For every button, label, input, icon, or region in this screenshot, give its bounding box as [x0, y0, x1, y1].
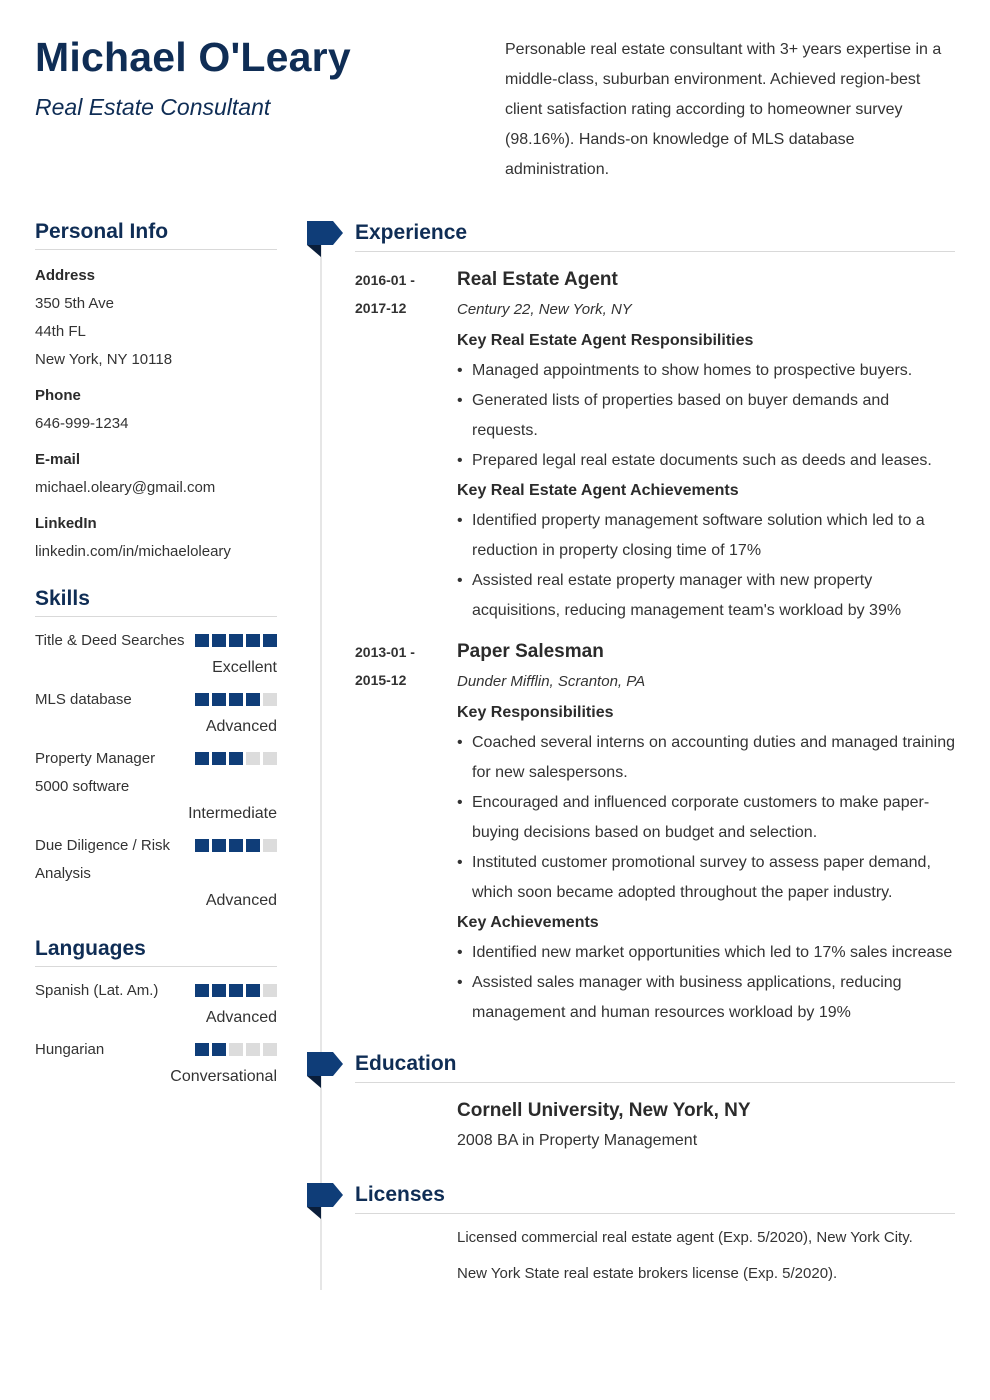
rating-square-filled — [212, 1043, 226, 1056]
personal-info-heading: Personal Info — [35, 220, 277, 250]
rating-square-filled — [212, 984, 226, 997]
skill-name: Property Manager 5000 software — [35, 750, 156, 795]
rating-square-empty — [229, 1043, 243, 1056]
list-item: • Assisted sales manager with business applications, reducing management and human resources workload by 19% — [457, 968, 955, 1028]
language-rating — [195, 1043, 277, 1056]
job-date-start: 2016-01 - — [355, 272, 415, 288]
rating-square-filled — [246, 984, 260, 997]
profile-summary: Personable real estate consultant with 3+ years expertise in a middle-class, suburban environment. Achieved region-best client satisfaction rating according to homeowner survey (98.16%). Hands-on knowledge of MLS database administration. — [505, 41, 942, 178]
job-dates — [355, 266, 445, 322]
rating-square-filled — [195, 839, 209, 852]
responsibilities-list — [457, 728, 955, 908]
phone-label: Phone — [35, 387, 81, 404]
job-title: Real Estate Agent — [457, 269, 618, 290]
skill-level: Excellent — [212, 659, 277, 676]
rating-square-filled — [229, 693, 243, 706]
linkedin-group — [35, 510, 277, 566]
job-title: Paper Salesman — [457, 641, 604, 662]
education-heading: Education — [355, 1052, 955, 1083]
rating-square-empty — [263, 1043, 277, 1056]
address-group — [35, 262, 277, 374]
skill-level: Advanced — [205, 718, 277, 735]
language-name: Hungarian — [35, 1041, 105, 1058]
email-value: michael.oleary@gmail.com — [35, 479, 216, 496]
job-dates — [355, 638, 445, 694]
job-date-end: 2015-12 — [355, 672, 407, 688]
achievements-list — [457, 506, 955, 626]
timeline-line — [320, 240, 322, 1290]
experience-section — [355, 221, 955, 1028]
language-level: Advanced — [205, 1009, 277, 1026]
section-flag-icon — [307, 221, 345, 257]
skill-item — [35, 832, 277, 912]
skills-heading: Skills — [35, 587, 277, 617]
job-company: Century 22, New York, NY — [457, 301, 632, 318]
job-entry — [355, 266, 955, 626]
rating-square-empty — [263, 984, 277, 997]
list-item: • Identified property management software solution which led to a reduction in property closing time of 17% — [457, 506, 955, 566]
rating-square-filled — [212, 693, 226, 706]
rating-square-empty — [263, 693, 277, 706]
responsibilities-heading: Key Real Estate Agent Responsibilities — [457, 332, 754, 349]
license-item: Licensed commercial real estate agent (Exp. 5/2020), New York City. — [457, 1229, 913, 1246]
section-flag-icon — [307, 1052, 345, 1088]
linkedin-label: LinkedIn — [35, 515, 97, 532]
language-name: Spanish (Lat. Am.) — [35, 982, 159, 999]
section-flag-icon — [307, 1183, 345, 1219]
candidate-role: Real Estate Consultant — [35, 94, 271, 120]
job-body — [457, 638, 955, 1028]
rating-square-filled — [195, 634, 209, 647]
address-line: 44th FL — [35, 323, 86, 340]
rating-square-filled — [229, 984, 243, 997]
job-body — [457, 266, 955, 626]
skill-item — [35, 745, 277, 825]
rating-square-filled — [229, 839, 243, 852]
skill-level: Intermediate — [188, 805, 277, 822]
skill-item — [35, 686, 277, 738]
job-date-start: 2013-01 - — [355, 644, 415, 660]
responsibilities-list — [457, 356, 955, 476]
licenses-section — [355, 1183, 955, 1292]
job-entry — [355, 638, 955, 1028]
personal-info — [35, 262, 277, 566]
rating-square-filled — [229, 752, 243, 765]
email-label: E-mail — [35, 451, 81, 468]
linkedin-value: linkedin.com/in/michaeloleary — [35, 543, 231, 560]
list-item: • Encouraged and influenced corporate customers to make paper-buying decisions based on budget and selection. — [457, 788, 955, 848]
achievements-list — [457, 938, 955, 1028]
rating-square-filled — [246, 839, 260, 852]
skill-item — [35, 627, 277, 679]
phone-group — [35, 382, 277, 438]
responsibilities-heading: Key Responsibilities — [457, 704, 614, 721]
rating-square-filled — [212, 839, 226, 852]
license-item: New York State real estate brokers license (Exp. 5/2020). — [457, 1265, 838, 1282]
achievements-heading: Key Achievements — [457, 914, 599, 931]
skill-rating — [195, 839, 277, 852]
rating-square-filled — [246, 634, 260, 647]
experience-heading: Experience — [355, 221, 955, 252]
rating-square-filled — [263, 634, 277, 647]
education-degree: 2008 BA in Property Management — [457, 1132, 698, 1149]
list-item: • Prepared legal real estate documents such as deeds and leases. — [457, 446, 955, 476]
rating-square-filled — [212, 752, 226, 765]
skills-list — [35, 627, 277, 912]
language-item — [35, 977, 277, 1029]
list-item: • Assisted real estate property manager with new property acquisitions, reducing management team's workload by 39% — [457, 566, 955, 626]
rating-square-filled — [195, 1043, 209, 1056]
education-section — [355, 1052, 955, 1157]
language-level: Conversational — [170, 1068, 277, 1085]
rating-square-empty — [246, 1043, 260, 1056]
skill-name: Title & Deed Searches — [35, 632, 185, 649]
address-label: Address — [35, 267, 96, 284]
skill-rating — [195, 752, 277, 765]
rating-square-filled — [212, 634, 226, 647]
skill-rating — [195, 634, 277, 647]
candidate-name: Michael O'Leary — [35, 34, 351, 80]
skill-level: Advanced — [205, 892, 277, 909]
rating-square-filled — [195, 984, 209, 997]
list-item: • Generated lists of properties based on buyer demands and requests. — [457, 386, 955, 446]
rating-square-empty — [263, 839, 277, 852]
rating-square-filled — [195, 693, 209, 706]
achievements-heading: Key Real Estate Agent Achievements — [457, 482, 739, 499]
languages-list — [35, 977, 277, 1088]
languages-heading: Languages — [35, 937, 277, 967]
rating-square-filled — [246, 693, 260, 706]
skill-rating — [195, 693, 277, 706]
education-school: Cornell University, New York, NY — [457, 1100, 751, 1121]
licenses-list — [355, 1220, 955, 1292]
skill-name: Due Diligence / Risk Analysis — [35, 837, 171, 882]
job-company: Dunder Mifflin, Scranton, PA — [457, 673, 646, 690]
list-item: • Instituted customer promotional survey to assess paper demand, which soon became adopted throughout the paper industry. — [457, 848, 955, 908]
left-column — [35, 220, 277, 1088]
rating-square-empty — [263, 752, 277, 765]
language-rating — [195, 984, 277, 997]
skill-name: MLS database — [35, 691, 132, 708]
rating-square-empty — [246, 752, 260, 765]
phone-value: 646-999-1234 — [35, 415, 129, 432]
licenses-heading: Licenses — [355, 1183, 955, 1214]
rating-square-filled — [195, 752, 209, 765]
address-line: 350 5th Ave — [35, 295, 114, 312]
list-item: • Identified new market opportunities which led to 17% sales increase — [457, 938, 955, 968]
job-date-end: 2017-12 — [355, 300, 407, 316]
email-group — [35, 446, 277, 502]
rating-square-filled — [229, 634, 243, 647]
language-item — [35, 1036, 277, 1088]
list-item: • Managed appointments to show homes to prospective buyers. — [457, 356, 955, 386]
list-item: • Coached several interns on accounting duties and managed training for new salespersons. — [457, 728, 955, 788]
address-line: New York, NY 10118 — [35, 351, 173, 368]
